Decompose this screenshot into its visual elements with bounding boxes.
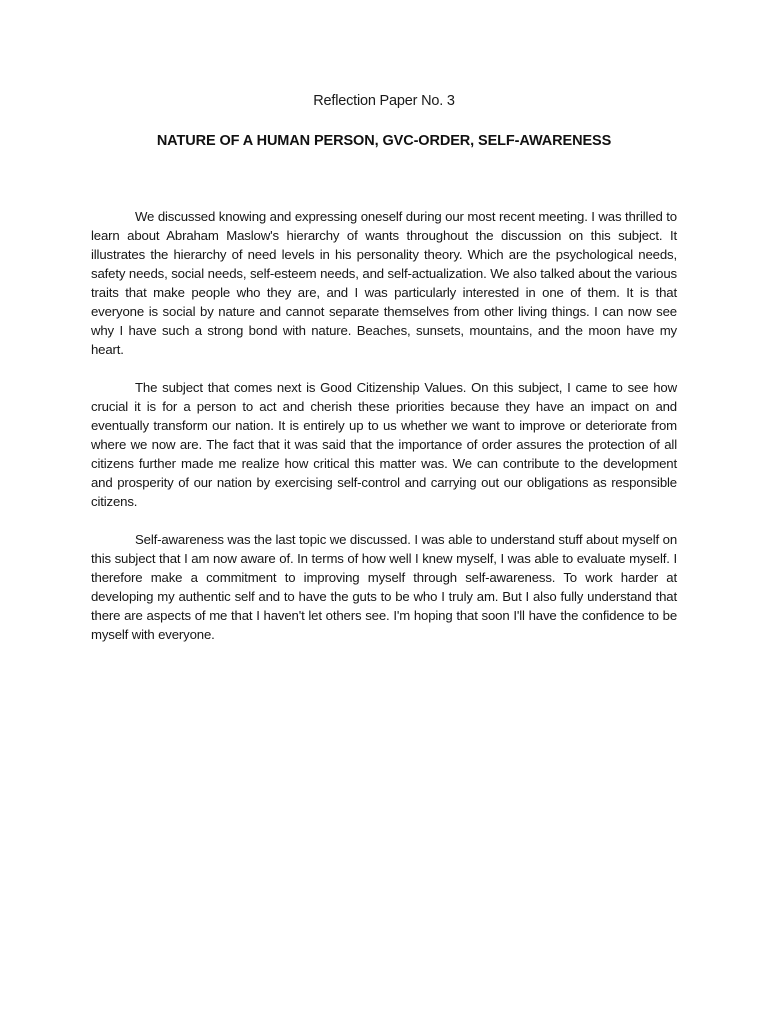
paragraph-maslow: We discussed knowing and expressing oneself during our most recent meeting. I was thrilled to learn about Abraham Maslow's hierarchy of wants throughout the discussion on this subject. It illustrates the hierarchy of need levels in his personality theory. Which are the psychological needs, safety needs, social needs, self-esteem needs, and self-actualization. We also talked about the various traits that make people who they are, and I was particularly interested in one of them. It is that everyone is social by nature and cannot separate themselves from other living things. I can now see why I have such a strong bond with nature. Beaches, sunsets, mountains, and the moon have my heart.	[91, 209, 677, 357]
page-title: NATURE OF A HUMAN PERSON, GVC-ORDER, SELF-AWARENESS	[156, 133, 612, 149]
paragraph-self-awareness: Self-awareness was the last topic we discussed. I was able to understand stuff about myself on this subject that I am now aware of. In terms of how well I knew myself, I was able to evaluate myself. I therefore make a commitment to improving myself through self-awareness. To work harder at developing my authentic self and to have the guts to be who I truly am. But I also fully understand that there are aspects of me that I haven't let others see. I'm hoping that soon I'll have the confidence to be myself with everyone.	[91, 532, 677, 642]
page-subtitle: Reflection Paper No. 3	[313, 93, 455, 109]
body-text	[91, 207, 677, 663]
paragraph-citizenship: The subject that comes next is Good Citizenship Values. On this subject, I came to see how crucial it is for a person to act and cherish these priorities because they have an impact on and eventually transform our nation. It is entirely up to us whether we want to improve or deteriorate from where we now are. The fact that it was said that the importance of order assures the protection of all citizens further made me realize how critical this matter was. We can contribute to the development and prosperity of our nation by exercising self-control and carrying out our obligations as responsible citizens.	[91, 380, 677, 509]
